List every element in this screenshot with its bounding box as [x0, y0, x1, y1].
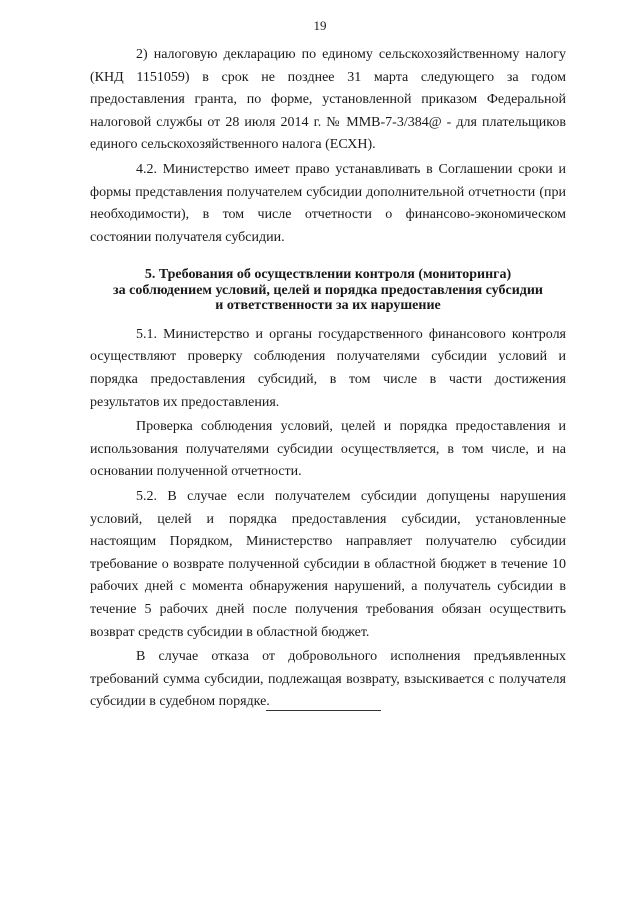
section-5-heading-line-3: и ответственности за их нарушение: [215, 298, 441, 314]
paragraph-5-2: 5.2. В случае если получателем субсидии допущены нарушения условий, целей и порядка предоставления субсидии, установленные настоящим Порядком, Министерство направляет получателю субсидии требование о возврате полученной субсидии в областной бюджет в течение 10 рабочих дней с момента обнаружения нарушений, а получатель субсидии в течение 5 рабочих дней после получения требования обязан осуществить возврат средств субсидии в областной бюджет.: [90, 489, 566, 640]
document-body: [90, 44, 566, 714]
end-divider-line: [266, 710, 381, 711]
paragraph-5-1: 5.1. Министерство и органы государственного финансового контроля осуществляют проверку соблюдения получателями субсидии условий и порядка предоставления субсидий, в том числе в части достижения результатов их предоставления.: [90, 326, 566, 410]
section-5-heading: [90, 267, 566, 314]
paragraph-verification: Проверка соблюдения условий, целей и порядка предоставления и использования получателями субсидии осуществляется, в том числе, и на основании полученной отчетности.: [90, 419, 566, 480]
paragraph-refusal: В случае отказа от добровольного исполнения предъявленных требований сумма субсидии, подлежащая возврату, взыскивается с получателя субсидии в судебном порядке.: [90, 649, 566, 710]
page-number: 19: [313, 18, 327, 33]
paragraph-4-2: 4.2. Министерство имеет право устанавливать в Соглашении сроки и формы представления получателем субсидии дополнительной отчетности (при необходимости), в том числе отчетности о финансово-экономическом состоянии получателя субсидии.: [90, 161, 566, 245]
paragraph-tax-declaration: 2) налоговую декларацию по единому сельскохозяйственному налогу (КНД 1151059) в срок не позднее 31 марта следующего за годом предоставления гранта, по форме, установленной приказом Федеральной налоговой службы от 28 июля 2014 г. № ММВ-7-3/384@ - для плательщиков единого сельскохозяйственного налога (ЕСХН).: [90, 47, 566, 153]
section-5-heading-line-1: 5. Требования об осуществлении контроля (мониторинга): [144, 267, 512, 283]
section-5-heading-line-2: за соблюдением условий, целей и порядка предоставления субсидии: [113, 282, 543, 298]
